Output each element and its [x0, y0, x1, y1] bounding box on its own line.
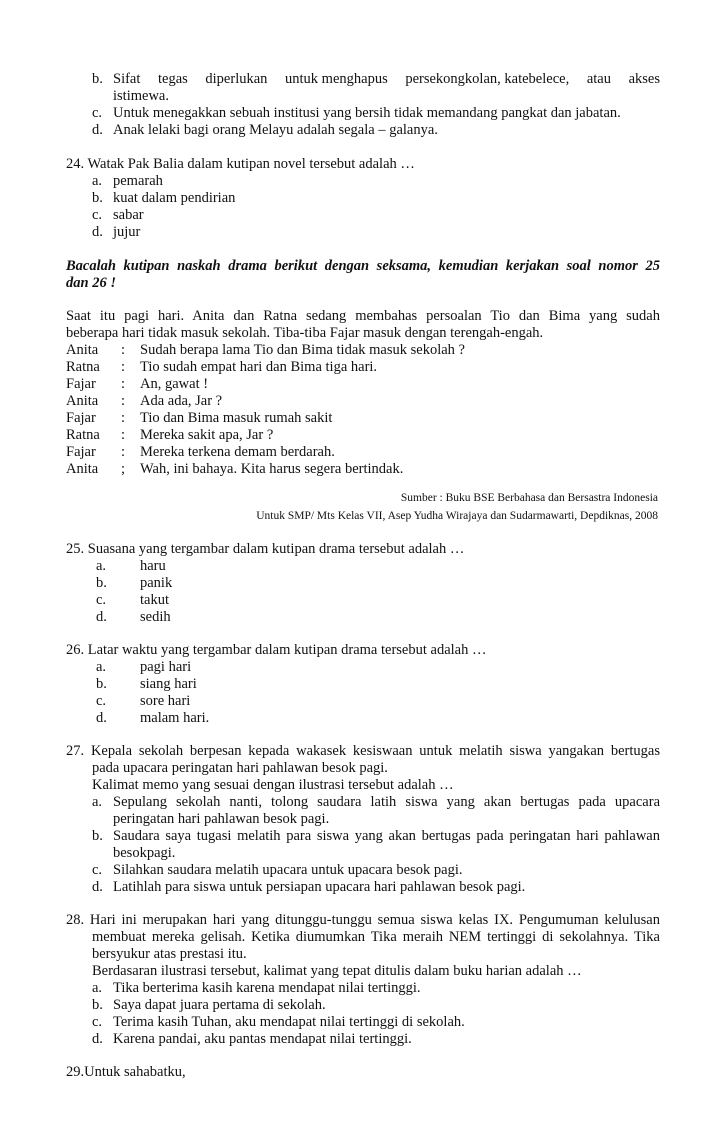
dialogue-separator: :	[121, 427, 126, 443]
q27-stem-line-1: 27. Kepala sekolah berpesan kepada wakasek kesiswaan untuk melatih siswa yangakan bertugas	[66, 743, 660, 759]
q23-option-c-letter: c.	[92, 105, 103, 121]
dialogue-text: Ada ada, Jar ?	[140, 393, 223, 409]
q25-option-b-text: panik	[140, 575, 173, 591]
dialogue-separator: :	[121, 393, 126, 409]
dialogue-speaker: Ratna	[66, 359, 100, 375]
dialogue-text: Tio sudah empat hari dan Bima tiga hari.	[140, 359, 378, 375]
q28-option-c-text: Terima kasih Tuhan, aku mendapat nilai tertinggi di sekolah.	[113, 1014, 465, 1030]
q27-option-c-letter: c.	[92, 862, 103, 878]
q25-option-c-text: takut	[140, 592, 169, 608]
dialogue-text: Mereka sakit apa, Jar ?	[140, 427, 274, 443]
q27-option-a-line-1: Sepulang sekolah nanti, tolong saudara latih siswa yang akan bertugas pada upacara	[113, 794, 660, 810]
drama-intro-line-1: Saat itu pagi hari. Anita dan Ratna sedang membahas persoalan Tio dan Bima yang sudah	[66, 308, 660, 324]
instruction-line-1: Bacalah kutipan naskah drama berikut dengan seksama, kemudian kerjakan soal nomor 25	[66, 258, 660, 274]
q23-b-word: akses	[628, 71, 660, 87]
dialogue-text: Tio dan Bima masuk rumah sakit	[140, 410, 333, 426]
q27-option-d-letter: d.	[92, 879, 103, 895]
q24-option-d-letter: d.	[92, 224, 103, 240]
q25-option-c-letter: c.	[96, 592, 107, 608]
q25-option-d-text: sedih	[140, 609, 171, 625]
q24-option-b-text: kuat dalam pendirian	[113, 190, 236, 206]
q23-option-d-letter: d.	[92, 122, 103, 138]
dialogue-speaker: Fajar	[66, 444, 96, 460]
q27-option-a-letter: a.	[92, 794, 103, 810]
q26-option-b-text: siang hari	[140, 676, 197, 692]
q25-option-d-letter: d.	[96, 609, 107, 625]
q28-stem-line-2: membuat mereka gelisah. Ketika diumumkan Tika meraih NEM tertinggi di sekolahnya. Tika	[92, 929, 660, 945]
q23-option-c-text: Untuk menegakkan sebuah institusi yang bersih tidak memandang pangkat dan jabatan.	[113, 105, 621, 121]
q23-option-b-letter: b.	[92, 71, 103, 87]
q24-option-c-text: sabar	[113, 207, 144, 223]
dialogue-speaker: Fajar	[66, 410, 96, 426]
q24-option-a-text: pemarah	[113, 173, 163, 189]
dialogue-text: Mereka terkena demam berdarah.	[140, 444, 335, 460]
dialogue-text: An, gawat !	[140, 376, 209, 392]
dialogue-speaker: Ratna	[66, 427, 100, 443]
q23-option-b-cont: istimewa.	[113, 88, 169, 104]
drama-intro-line-2: beberapa hari tidak masuk sekolah. Tiba-tiba Fajar masuk dengan terengah-engah.	[66, 325, 544, 341]
dialogue-speaker: Anita	[66, 461, 99, 477]
q23-b-word: Sifat	[113, 71, 141, 87]
dialogue-separator: :	[121, 410, 126, 426]
q25-option-a-letter: a.	[96, 558, 107, 574]
dialogue-separator: ;	[121, 461, 126, 477]
dialogue-separator: :	[121, 376, 126, 392]
q23-b-word: diperlukan	[205, 71, 268, 87]
dialogue-speaker: Fajar	[66, 376, 96, 392]
q26-option-d-letter: d.	[96, 710, 107, 726]
q28-option-b-text: Saya dapat juara pertama di sekolah.	[113, 997, 326, 1013]
dialogue-separator: :	[121, 444, 126, 460]
q26-option-a-text: pagi hari	[140, 659, 192, 675]
q28-option-a-letter: a.	[92, 980, 103, 996]
q28-option-d-text: Karena pandai, aku pantas mendapat nilai tertinggi.	[113, 1031, 412, 1047]
q26-option-c-text: sore hari	[140, 693, 191, 709]
dialogue-separator: :	[121, 342, 126, 358]
q28-option-d-letter: d.	[92, 1031, 103, 1047]
q27-option-a-line-2: peringatan hari pahlawan besok pagi.	[113, 811, 330, 827]
q24-option-c-letter: c.	[92, 207, 103, 223]
source-line-2: Untuk SMP/ Mts Kelas VII, Asep Yudha Wirajaya dan Sudarmawarti, Depdiknas, 2008	[256, 510, 658, 522]
q26-option-a-letter: a.	[96, 659, 107, 675]
dialogue-text: Wah, ini bahaya. Kita harus segera bertindak.	[140, 461, 404, 477]
q25-option-b-letter: b.	[96, 575, 107, 591]
q23-b-word: persekongkolan, katebelece,	[405, 71, 570, 87]
q28-prompt: Berdasaran ilustrasi tersebut, kalimat yang tepat ditulis dalam buku harian adalah …	[92, 963, 582, 979]
q28-option-b-letter: b.	[92, 997, 103, 1013]
q23-option-b-line	[113, 71, 660, 88]
q28-stem-line-1: 28. Hari ini merupakan hari yang ditunggu-tunggu semua siswa kelas IX. Pengumuman kelulusan	[66, 912, 660, 928]
q27-stem-line-2: pada upacara peringatan hari pahlawan besok pagi.	[92, 760, 388, 776]
q26-option-b-letter: b.	[96, 676, 107, 692]
source-line-1: Sumber : Buku BSE Berbahasa dan Bersastra Indonesia	[400, 492, 658, 504]
q28-option-c-letter: c.	[92, 1014, 103, 1030]
q28-stem-line-3: bersyukur atas prestasi itu.	[92, 946, 247, 962]
q26-option-d-text: malam hari.	[140, 710, 210, 726]
q23-option-b-text	[113, 71, 660, 88]
q23-b-word: tegas	[158, 71, 188, 87]
q24-option-b-letter: b.	[92, 190, 103, 206]
q27-option-b-line-2: besokpagi.	[113, 845, 176, 861]
q23-b-word: atau	[586, 71, 611, 87]
q24-option-d-text: jujur	[113, 224, 141, 240]
dialogue-speaker: Anita	[66, 342, 99, 358]
dialogue-text: Sudah berapa lama Tio dan Bima tidak masuk sekolah ?	[140, 342, 465, 358]
q26-option-c-letter: c.	[96, 693, 107, 709]
q25-option-a-text: haru	[140, 558, 166, 574]
q24-option-a-letter: a.	[92, 173, 103, 189]
q26-stem: 26. Latar waktu yang tergambar dalam kutipan drama tersebut adalah …	[66, 642, 487, 658]
q27-option-c-text: Silahkan saudara melatih upacara untuk upacara besok pagi.	[113, 862, 463, 878]
dialogue-separator: :	[121, 359, 126, 375]
q23-option-d-text: Anak lelaki bagi orang Melayu adalah segala – galanya.	[113, 122, 438, 138]
instruction-line-2: dan 26 !	[66, 275, 116, 291]
q23-b-word: untuk menghapus	[285, 71, 388, 87]
dialogue-speaker: Anita	[66, 393, 99, 409]
q27-prompt: Kalimat memo yang sesuai dengan ilustrasi tersebut adalah …	[92, 777, 454, 793]
q27-option-d-text: Latihlah para siswa untuk persiapan upacara hari pahlawan besok pagi.	[113, 879, 526, 895]
q27-option-b-line-1: Saudara saya tugasi melatih para siswa yang akan bertugas pada peringatan hari pahlawan	[113, 828, 660, 844]
q24-stem: 24. Watak Pak Balia dalam kutipan novel tersebut adalah …	[66, 156, 415, 172]
q29-stem: 29.Untuk sahabatku,	[66, 1064, 186, 1080]
q27-option-b-letter: b.	[92, 828, 103, 844]
q28-option-a-text: Tika berterima kasih karena mendapat nilai tertinggi.	[113, 980, 421, 996]
q25-stem: 25. Suasana yang tergambar dalam kutipan drama tersebut adalah …	[66, 541, 465, 557]
